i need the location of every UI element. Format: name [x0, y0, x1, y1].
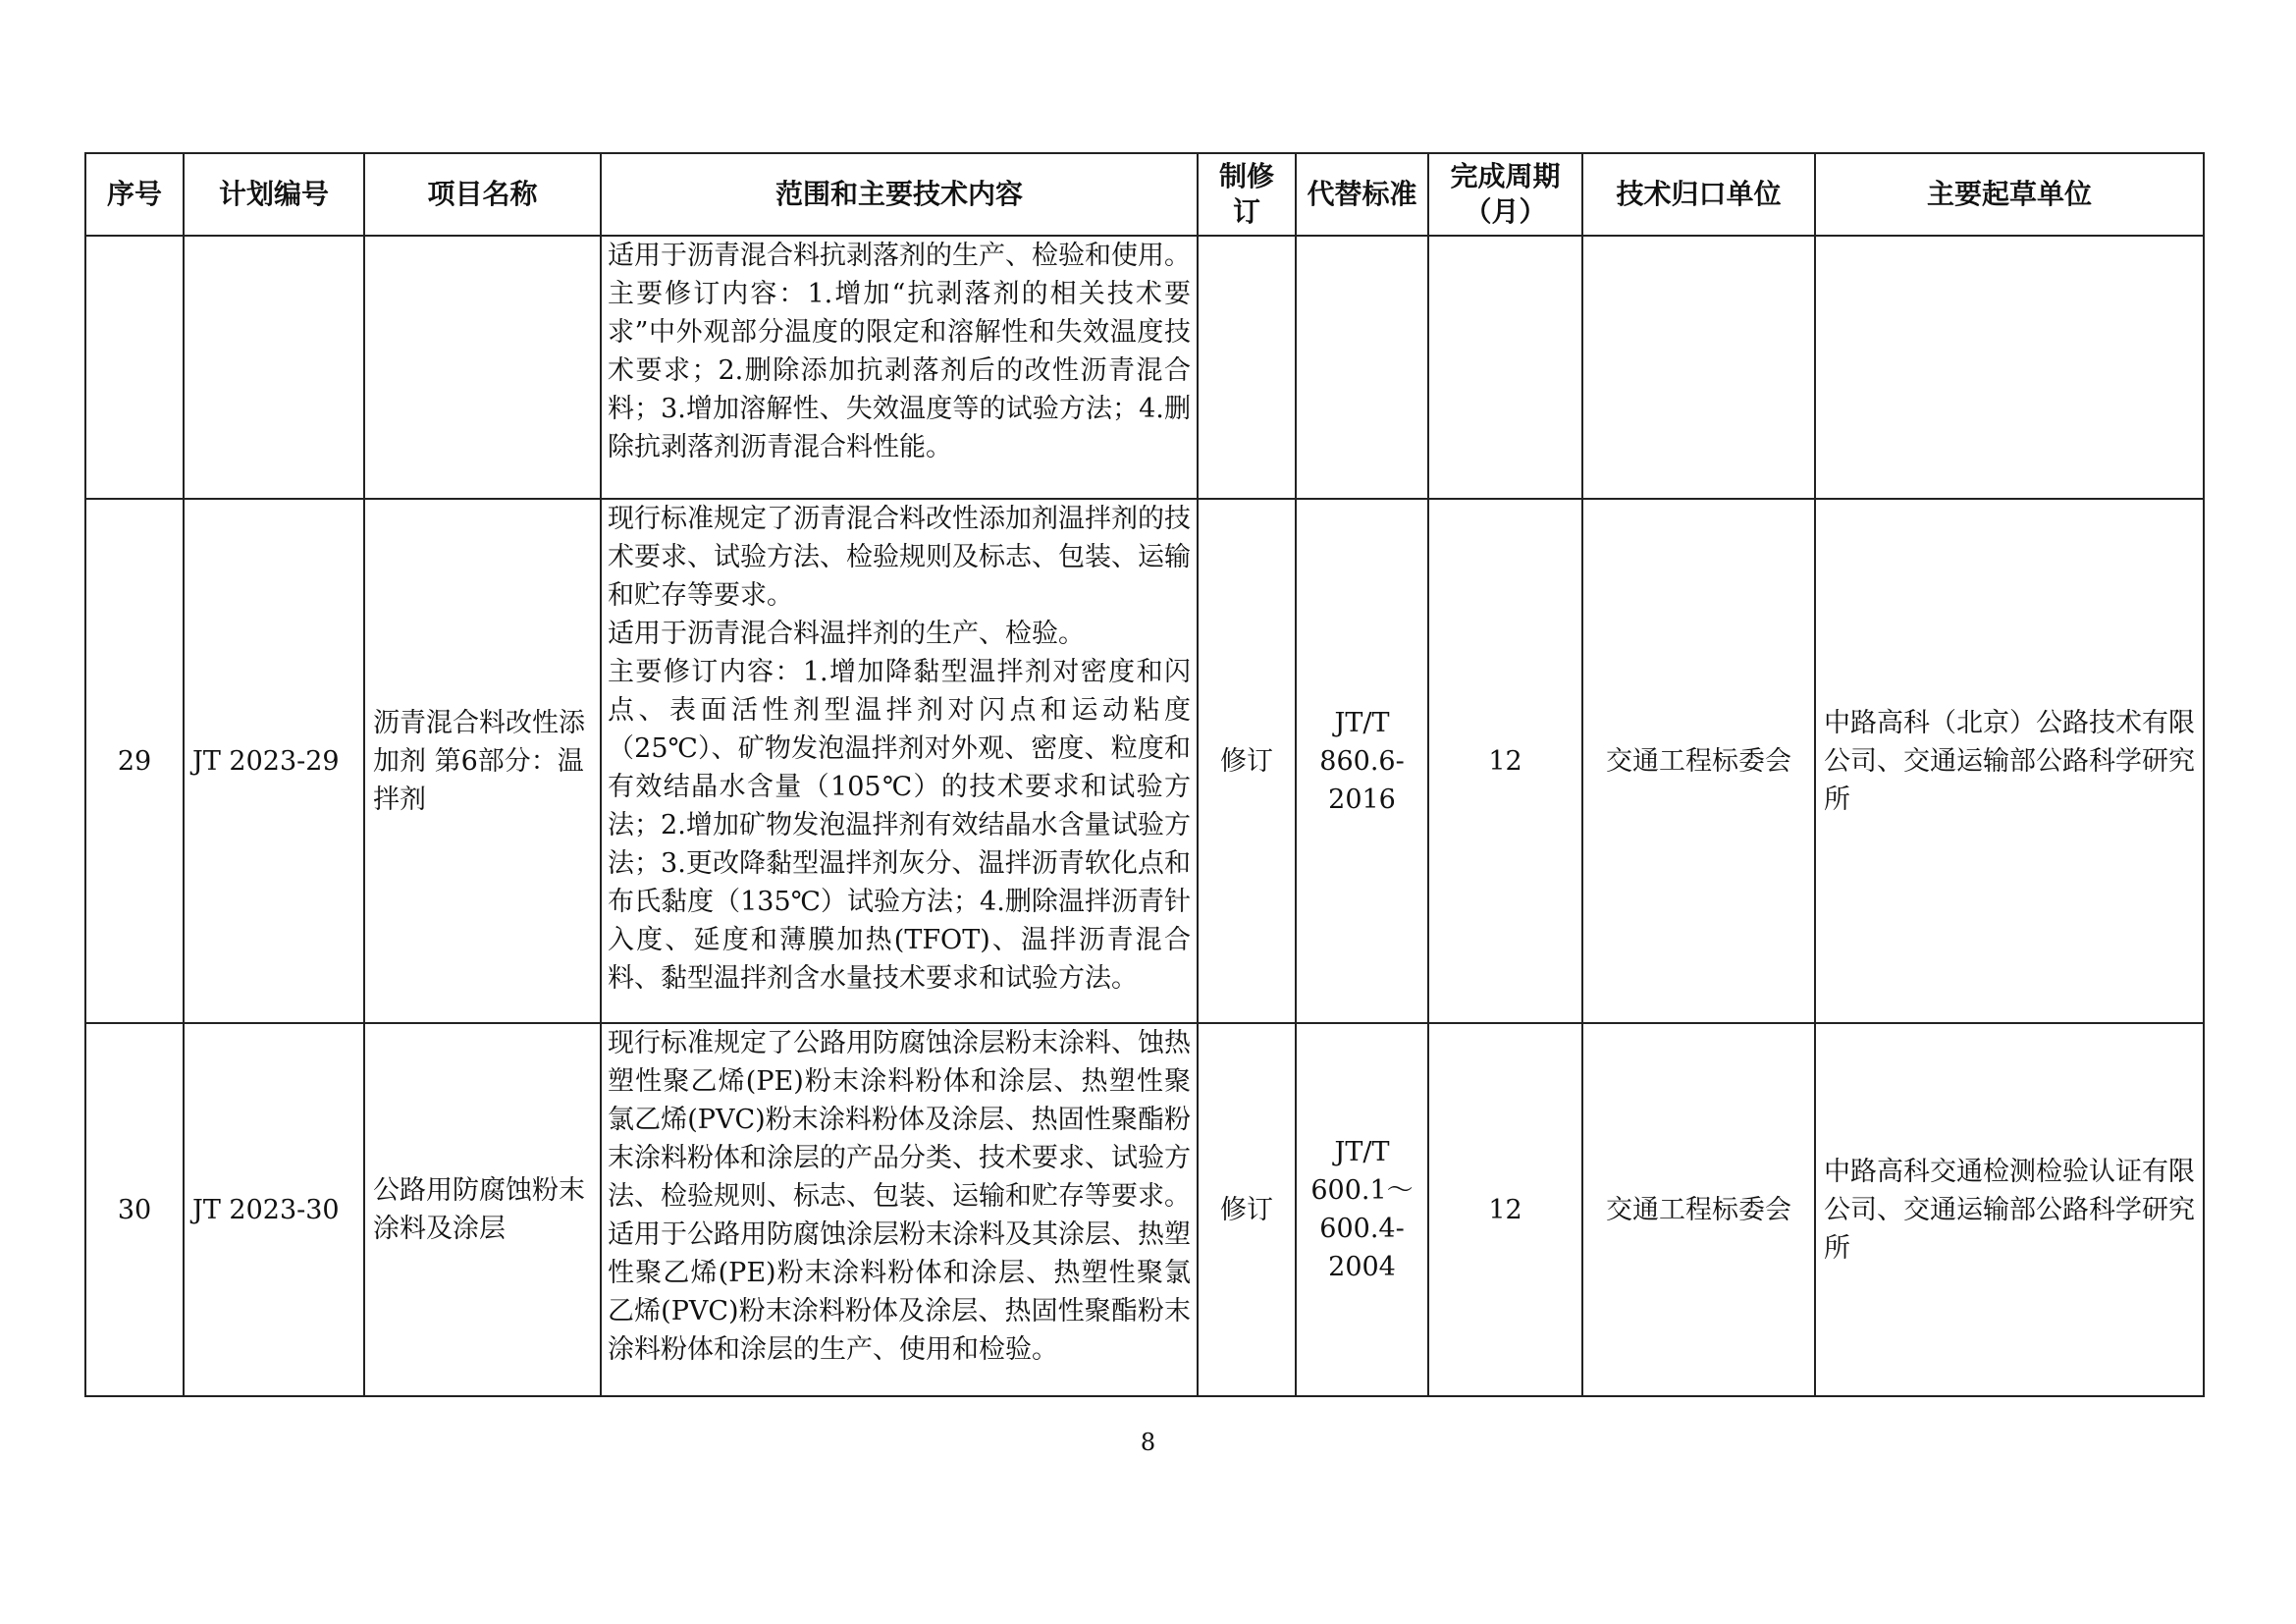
cell-name — [364, 236, 601, 499]
header-revision: 制修订 — [1198, 153, 1296, 236]
cell-revision: 修订 — [1198, 1023, 1296, 1396]
cell-replaces — [1296, 236, 1428, 499]
cell-drafting-unit — [1815, 236, 2204, 499]
table-row — [85, 1023, 2204, 1396]
cell-drafting-unit: 中路高科交通检测检验认证有限公司、交通运输部公路科学研究所 — [1815, 1023, 2204, 1396]
cell-replaces: JT/T 860.6-2016 — [1296, 499, 1428, 1023]
scope-paragraph: 适用于沥青混合料抗剥落剂的生产、检验和使用。 — [608, 241, 1191, 271]
header-drafting-unit: 主要起草单位 — [1815, 153, 2204, 236]
scope-paragraph: 适用于沥青混合料温拌剂的生产、检验。 — [608, 619, 1085, 649]
cell-plan-no: JT 2023-29 — [184, 499, 364, 1023]
cell-seq: 29 — [85, 499, 184, 1023]
cell-scope — [601, 236, 1198, 499]
header-replaces: 代替标准 — [1296, 153, 1428, 236]
cell-drafting-unit: 中路高科（北京）公路技术有限公司、交通运输部公路科学研究所 — [1815, 499, 2204, 1023]
header-period: 完成周期（月） — [1428, 153, 1582, 236]
page-number: 8 — [1140, 1429, 1156, 1456]
cell-replaces: JT/T 600.1～600.4-2004 — [1296, 1023, 1428, 1396]
header-name: 项目名称 — [364, 153, 601, 236]
cell-tech-unit — [1582, 236, 1815, 499]
scope-paragraph: 主要修订内容：1.增加降黏型温拌剂对密度和闪点、表面活性剂型温拌剂对闪点和运动粘度（25℃）、矿物发泡温拌剂对外观、密度、粒度和有效结晶水含量（105℃）的技术要求和试验方法；2.增加矿物发泡温拌剂有效结晶水含量试验方法；3.更改降黏型温拌剂灰分、温拌沥青软化点和布氏黏度（135℃）试验方法；4.删除温拌沥青针入度、延度和薄膜加热(TFOT)、温拌沥青混合料、黏型温拌剂含水量技术要求和试验方法。 — [608, 657, 1191, 994]
cell-seq: 30 — [85, 1023, 184, 1396]
cell-seq — [85, 236, 184, 499]
scope-paragraph: 现行标准规定了沥青混合料改性添加剂温拌剂的技术要求、试验方法、检验规则及标志、包装、运输和贮存等要求。 — [608, 504, 1191, 611]
header-scope: 范围和主要技术内容 — [601, 153, 1198, 236]
header-tech-unit: 技术归口单位 — [1582, 153, 1815, 236]
table-header-row — [85, 153, 2204, 236]
scope-paragraph: 适用于公路用防腐蚀涂层粉末涂料及其涂层、热塑性聚乙烯(PE)粉末涂料粉体和涂层、热塑性聚氯乙烯(PVC)粉末涂料粉体及涂层、热固性聚酯粉末涂料粉体和涂层的生产、使用和检验。 — [608, 1219, 1191, 1365]
cell-period — [1428, 236, 1582, 499]
cell-revision: 修订 — [1198, 499, 1296, 1023]
cell-plan-no — [184, 236, 364, 499]
cell-scope — [601, 499, 1198, 1023]
cell-name: 公路用防腐蚀粉末涂料及涂层 — [364, 1023, 601, 1396]
header-seq: 序号 — [85, 153, 184, 236]
scope-paragraph: 主要修订内容：1.增加“抗剥落剂的相关技术要求”中外观部分温度的限定和溶解性和失效温度技术要求；2.删除添加抗剥落剂后的改性沥青混合料；3.增加溶解性、失效温度等的试验方法；4.删除抗剥落剂沥青混合料性能。 — [608, 279, 1191, 462]
table-row — [85, 499, 2204, 1023]
cell-revision — [1198, 236, 1296, 499]
cell-tech-unit: 交通工程标委会 — [1582, 499, 1815, 1023]
cell-period: 12 — [1428, 499, 1582, 1023]
cell-period: 12 — [1428, 1023, 1582, 1396]
standards-plan-table — [84, 152, 2205, 1397]
cell-tech-unit: 交通工程标委会 — [1582, 1023, 1815, 1396]
table-row — [85, 236, 2204, 499]
cell-name: 沥青混合料改性添加剂 第6部分：温拌剂 — [364, 499, 601, 1023]
scope-paragraph: 现行标准规定了公路用防腐蚀涂层粉末涂料、蚀热塑性聚乙烯(PE)粉末涂料粉体和涂层、热塑性聚氯乙烯(PVC)粉末涂料粉体及涂层、热固性聚酯粉末涂料粉体和涂层的产品分类、技术要求、试验方法、检验规则、标志、包装、运输和贮存等要求。 — [608, 1028, 1191, 1212]
cell-plan-no: JT 2023-30 — [184, 1023, 364, 1396]
cell-scope — [601, 1023, 1198, 1396]
header-plan-no: 计划编号 — [184, 153, 364, 236]
